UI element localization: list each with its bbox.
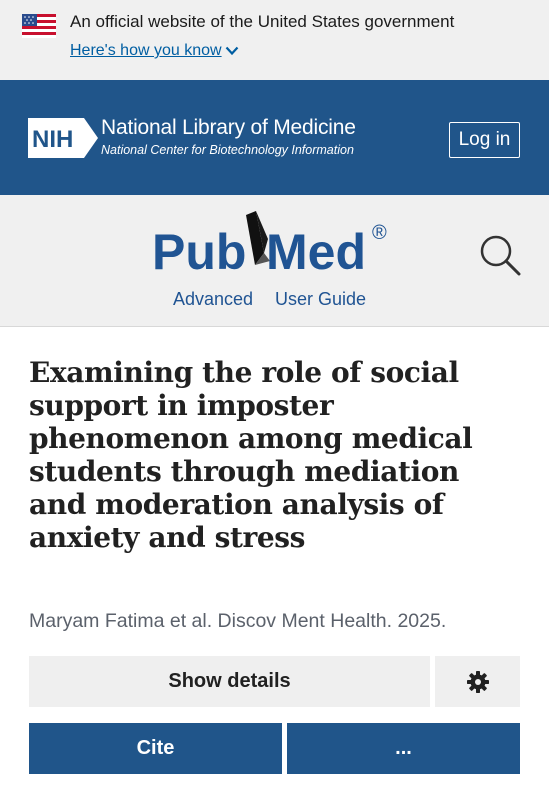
gov-banner-text: An official website of the United States government — [70, 12, 455, 31]
how-you-know-link[interactable] — [70, 42, 239, 60]
pubmed-logo-med: Med — [266, 224, 366, 280]
gov-banner — [0, 0, 549, 80]
advanced-search-link[interactable]: Advanced — [173, 289, 254, 309]
chevron-down-icon — [225, 46, 239, 56]
more-actions-button[interactable]: ... — [287, 723, 520, 774]
nlm-subtitle: National Center for Biotechnology Information — [101, 143, 354, 157]
search-icon[interactable] — [478, 233, 522, 277]
article-citation: Maryam Fatima et al. Discov Ment Health. 2025. — [29, 610, 447, 632]
article-title: Examining the role of social support in imposter phenomenon among medical students through mediation and moderation analysis of anxiety and stress — [29, 356, 473, 554]
login-button[interactable]: Log in — [449, 122, 520, 158]
show-details-button[interactable]: Show details — [29, 656, 430, 707]
user-guide-link[interactable]: User Guide — [275, 289, 367, 309]
settings-button[interactable] — [435, 656, 520, 707]
pubmed-logo-pub: Pub — [152, 224, 247, 280]
pubmed-logo[interactable] — [152, 209, 397, 281]
nih-logo-text: NIH — [32, 126, 74, 153]
cite-button[interactable]: Cite — [29, 723, 282, 774]
how-you-know-label: Here's how you know — [70, 42, 222, 59]
nlm-title[interactable]: National Library of Medicine — [101, 116, 356, 139]
nih-logo[interactable] — [28, 118, 98, 158]
nlm-header — [0, 80, 549, 195]
gear-icon — [466, 670, 490, 694]
us-flag-icon — [22, 14, 56, 38]
registered-mark: ® — [372, 222, 387, 244]
pubmed-header — [0, 195, 549, 327]
